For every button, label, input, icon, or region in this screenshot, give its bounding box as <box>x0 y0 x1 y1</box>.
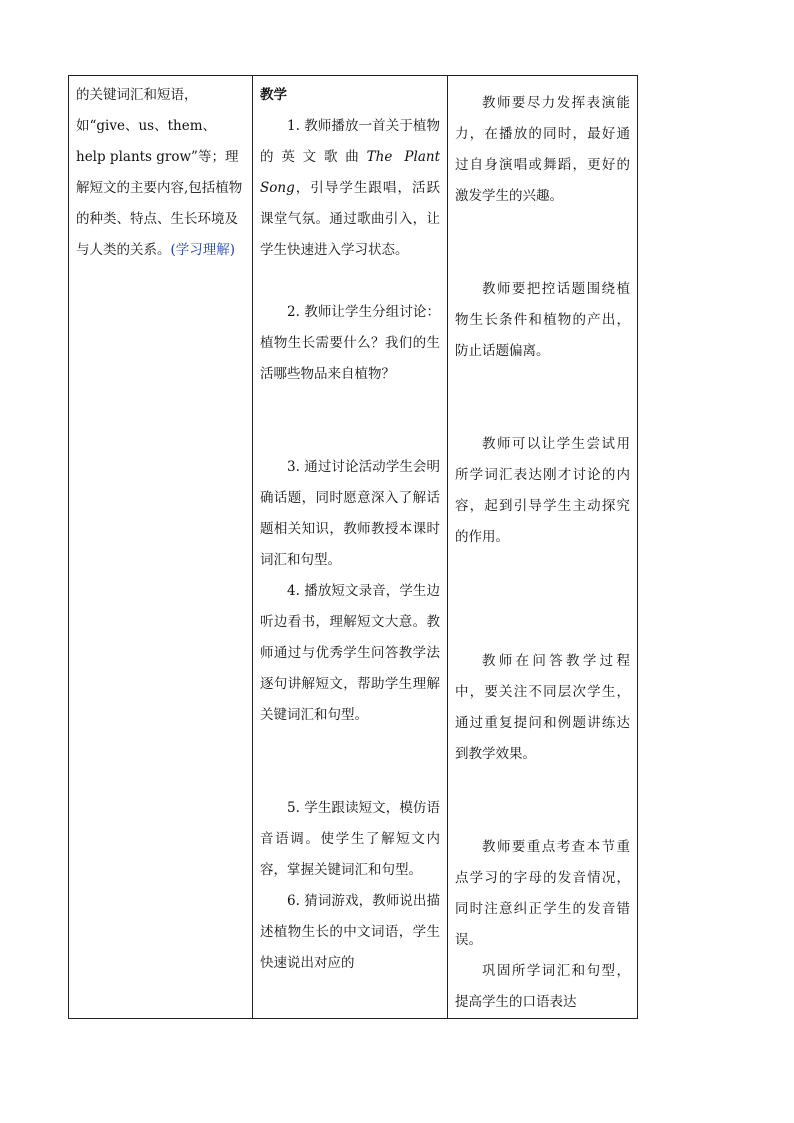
note-6: 巩固所学词汇和句型，提高学生的口语表达 <box>455 963 630 1010</box>
objectives-text: 的关键词汇和短语，如“give、us、them、help plants grow”等；理解短文的主要内容,包括植物的种类、特点、生长环境及与人类的关系。 <box>76 87 243 258</box>
song-title: The Plant Song <box>260 149 440 196</box>
table-row <box>69 76 638 1019</box>
teaching-step-2: 2. 教师让学生分组讨论：植物生长需要什么？我们的生活哪些物品来自植物？ <box>260 304 440 382</box>
teaching-heading: 教学 <box>260 87 287 103</box>
lesson-plan-table <box>68 75 638 1019</box>
teaching-step-3: 3. 通过讨论活动学生会明确话题，同时愿意深入了解话题相关知识，教师教授本课时词汇和句型。 <box>260 459 440 568</box>
step-1-text-cont: ，引导学生跟唱，活跃课堂气氛。通过歌曲引入，让学生快速进入学习状态。 <box>260 180 440 258</box>
teaching-step-4: 4. 播放短文录音，学生边听边看书，理解短文大意。教师通过与优秀学生问答教学法逐句讲解短文，帮助学生理解关键词汇和句型。 <box>260 583 440 723</box>
teaching-step-1 <box>260 111 440 297</box>
objectives-cell <box>69 76 253 1019</box>
teaching-step-6: 6. 猜词游戏，教师说出描述植物生长的中文词语，学生快速说出对应的 <box>260 893 440 971</box>
teaching-step-5: 5. 学生跟读短文，模仿语音语调。使学生了解短文内容，掌握关键词汇和句型。 <box>260 800 440 878</box>
notes-cell <box>448 76 638 1019</box>
objectives-tag: (学习理解) <box>170 242 236 258</box>
step-1-text: 1. 教师播放一首关于植物的英文歌曲 <box>260 118 440 165</box>
note-3: 教师可以让学生尝试用所学词汇表达刚才讨论的内容，起到引导学生主动探究的作用。 <box>455 436 630 545</box>
note-1: 教师要尽力发挥表演能力，在播放的同时，最好通过自身演唱或舞蹈，更好的激发学生的兴趣。 <box>455 95 630 204</box>
note-4: 教师在问答教学过程中，要关注不同层次学生，通过重复提问和例题讲练达到教学效果。 <box>455 653 630 762</box>
teaching-cell <box>253 76 448 1019</box>
note-2: 教师要把控话题围绕植物生长条件和植物的产出，防止话题偏离。 <box>455 281 630 359</box>
note-5: 教师要重点考查本节重点学习的字母的发音情况，同时注意纠正学生的发音错误。 <box>455 839 630 948</box>
